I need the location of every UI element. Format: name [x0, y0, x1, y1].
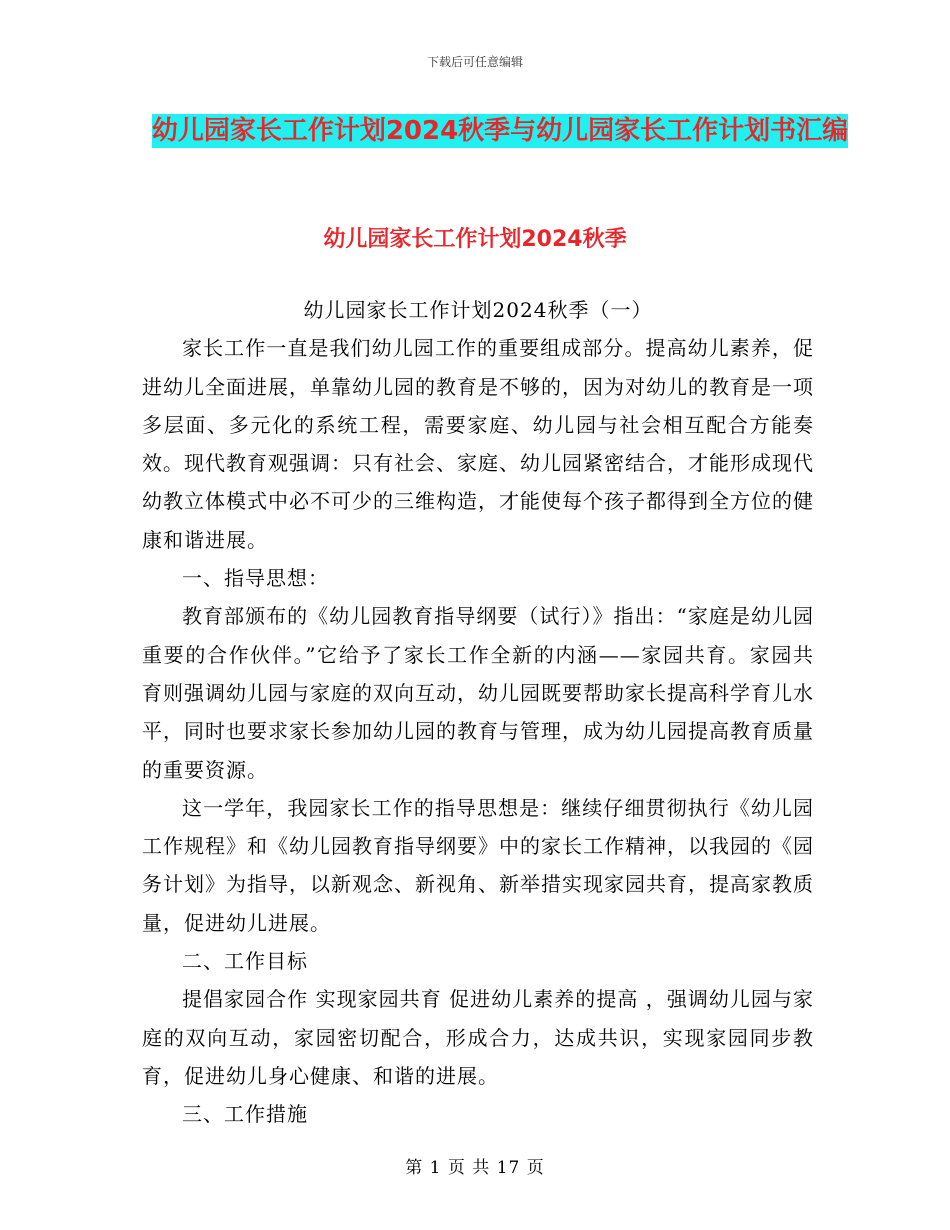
paragraph-goals: 提倡家园合作 实现家园共育 促进幼儿素养的提高 ，强调幼儿园与家庭的双向互动，家园密切配合，形成合力，达成共识，实现家园同步教育，促进幼儿身心健康、和谐的进展。 [142, 987, 814, 1088]
subtitle: 幼儿园家长工作计划2024秋季（一） [303, 298, 653, 322]
section-title: 幼儿园家长工作计划2024秋季 [323, 227, 627, 252]
document-title-text: 幼儿园家长工作计划2024秋季与幼儿园家长工作计划书汇编 [151, 116, 849, 146]
heading-work-measures: 三、工作措施 [182, 1102, 308, 1127]
document-title [140, 108, 860, 154]
paragraph-guidelines: 教育部颁布的《幼儿园教育指导纲要（试行）》指出：“家庭是幼儿园重要的合作伙伴。”它给予了家长工作全新的内涵——家园共育。家园共育则强调幼儿园与家庭的双向互动，幼儿园既要帮助家长提高科学育儿水平，同时也要求家长参加幼儿园的教育与管理，成为幼儿园提高教育质量的重要资源。 [142, 604, 814, 782]
heading-work-goals: 二、工作目标 [182, 949, 308, 974]
page-number: 第 1 页 共 17 页 [405, 1158, 545, 1178]
paragraph-this-year: 这一学年，我园家长工作的指导思想是：继续仔细贯彻执行《幼儿园工作规程》和《幼儿园教育指导纲要》中的家长工作精神，以我园的《园务计划》为指导，以新观念、新视角、新举措实现家园共育，提高家教质量，促进幼儿进展。 [142, 795, 814, 935]
heading-guiding-thought: 一、指导思想： [182, 566, 329, 591]
document-body [142, 291, 814, 1134]
header-note: 下载后可任意编辑 [426, 55, 523, 69]
paragraph-intro: 家长工作一直是我们幼儿园工作的重要组成部分。提高幼儿素养，促进幼儿全面进展，单靠幼儿园的教育是不够的，因为对幼儿的教育是一项多层面、多元化的系统工程，需要家庭、幼儿园与社会相互配合方能奏效。现代教育观强调：只有社会、家庭、幼儿园紧密结合，才能形成现代幼教立体模式中必不可少的三维构造，才能使每个孩子都得到全方位的健康和谐进展。 [142, 336, 814, 552]
